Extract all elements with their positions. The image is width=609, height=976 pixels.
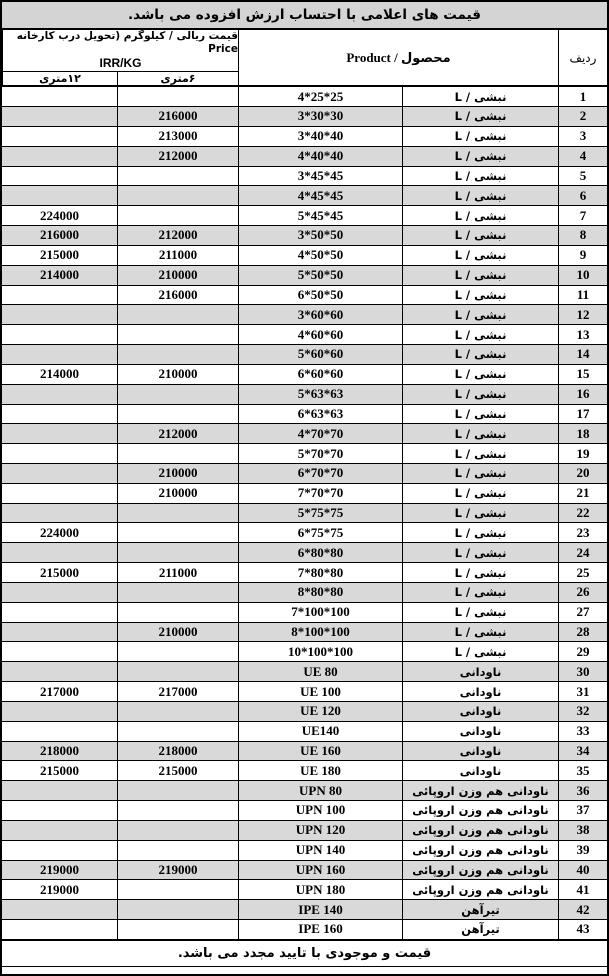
product-type: ناودانی — [402, 742, 558, 761]
header-price-group — [2, 30, 238, 85]
row-number: 13 — [558, 325, 607, 344]
product-type: نبشی / L — [402, 504, 558, 523]
row-number: 10 — [558, 266, 607, 285]
product-type: ناودانی — [402, 761, 558, 780]
table-header — [2, 30, 607, 87]
row-number: 30 — [558, 662, 607, 681]
row-number: 32 — [558, 702, 607, 721]
table-row — [2, 641, 607, 661]
price-12m — [2, 424, 117, 443]
table-row — [2, 304, 607, 324]
product-size: UPN 100 — [238, 801, 402, 820]
product-size: 60*60*4 — [238, 325, 402, 344]
row-number: 22 — [558, 504, 607, 523]
price-6m — [117, 880, 238, 899]
product-type: نبشی / L — [402, 523, 558, 542]
price-12m — [2, 603, 117, 622]
table-row — [2, 701, 607, 721]
product-type: تیرآهن — [402, 900, 558, 919]
price-12m — [2, 662, 117, 681]
price-6m — [117, 722, 238, 741]
product-type: نبشی / L — [402, 365, 558, 384]
row-number: 31 — [558, 682, 607, 701]
row-number: 26 — [558, 583, 607, 602]
product-size: 45*45*4 — [238, 186, 402, 205]
row-number: 41 — [558, 880, 607, 899]
product-type: نبشی / L — [402, 325, 558, 344]
product-size: 75*75*5 — [238, 504, 402, 523]
row-number: 37 — [558, 801, 607, 820]
product-size: UE 80 — [238, 662, 402, 681]
price-6m: 217000 — [117, 682, 238, 701]
product-type: نبشی / L — [402, 305, 558, 324]
row-number: 38 — [558, 821, 607, 840]
price-6m — [117, 405, 238, 424]
price-12m — [2, 900, 117, 919]
price-12m — [2, 286, 117, 305]
table-row — [2, 404, 607, 424]
table-row — [2, 721, 607, 741]
product-type: ناودانی هم وزن اروپائی — [402, 801, 558, 820]
table-row — [2, 879, 607, 899]
price-6m — [117, 900, 238, 919]
product-size: UPN 180 — [238, 880, 402, 899]
price-6m — [117, 345, 238, 364]
product-type: نبشی / L — [402, 603, 558, 622]
table-row — [2, 205, 607, 225]
table-row — [2, 423, 607, 443]
table-row — [2, 146, 607, 166]
table-row — [2, 185, 607, 205]
price-12m — [2, 484, 117, 503]
row-number: 4 — [558, 147, 607, 166]
product-size: 45*45*5 — [238, 206, 402, 225]
product-size: UPN 80 — [238, 781, 402, 800]
product-size: 60*60*5 — [238, 345, 402, 364]
product-size: 60*60*6 — [238, 365, 402, 384]
product-size: UE 160 — [238, 742, 402, 761]
product-size: UPN 120 — [238, 821, 402, 840]
price-6m — [117, 504, 238, 523]
header-row-number: ردیف — [558, 30, 607, 85]
row-number: 42 — [558, 900, 607, 919]
price-12m: 224000 — [40, 207, 79, 223]
product-size: 70*70*5 — [238, 444, 402, 463]
row-number: 6 — [558, 186, 607, 205]
product-type: ناودانی هم وزن اروپائی — [402, 781, 558, 800]
row-number: 34 — [558, 742, 607, 761]
row-number: 36 — [558, 781, 607, 800]
product-type: نبشی / L — [402, 543, 558, 562]
product-type: ناودانی — [402, 662, 558, 681]
row-number: 24 — [558, 543, 607, 562]
price-12m — [2, 722, 117, 741]
price-6m — [117, 781, 238, 800]
price-12m — [2, 345, 117, 364]
row-number: 8 — [558, 226, 607, 245]
product-type: نبشی / L — [402, 87, 558, 106]
price-6m: 218000 — [117, 742, 238, 761]
price-12m — [2, 186, 117, 205]
price-6m — [117, 543, 238, 562]
table-row — [2, 582, 607, 602]
price-6m — [117, 603, 238, 622]
table-row — [2, 225, 607, 245]
header-product: محصول / Product — [238, 30, 558, 85]
product-type: ناودانی هم وزن اروپائی — [402, 821, 558, 840]
header-price-title — [3, 30, 238, 72]
row-number: 11 — [558, 286, 607, 305]
price-6m: 212000 — [117, 147, 238, 166]
product-size: UE140 — [238, 722, 402, 741]
price-12m — [2, 107, 117, 126]
product-size: 100*100*10 — [238, 642, 402, 661]
price-6m — [117, 186, 238, 205]
price-12m — [2, 325, 117, 344]
table-row — [2, 245, 607, 265]
table-row — [2, 126, 607, 146]
table-row — [2, 780, 607, 800]
table-row — [2, 324, 607, 344]
table-row — [2, 562, 607, 582]
product-size: 75*75*6 — [238, 523, 402, 542]
row-number: 25 — [558, 563, 607, 582]
row-number: 21 — [558, 484, 607, 503]
product-type: نبشی / L — [402, 642, 558, 661]
price-6m: 213000 — [117, 127, 238, 146]
price-6m — [117, 523, 238, 542]
product-type: نبشی / L — [402, 583, 558, 602]
row-number: 3 — [558, 127, 607, 146]
price-6m: 210000 — [117, 484, 238, 503]
table-row — [2, 602, 607, 622]
price-12m — [2, 821, 117, 840]
document-footer: قیمت و موجودی با تایید مجدد می باشد. — [2, 939, 607, 966]
product-size: UE 180 — [238, 761, 402, 780]
price-12m — [2, 464, 117, 483]
product-type: ناودانی هم وزن اروپائی — [402, 861, 558, 880]
product-type: ناودانی — [402, 722, 558, 741]
bottom-partial-row — [2, 966, 607, 974]
price-12m — [2, 405, 117, 424]
row-number: 17 — [558, 405, 607, 424]
price-12m: 217000 — [40, 683, 79, 699]
price-6m: 210000 — [117, 365, 238, 384]
price-12m — [2, 444, 117, 463]
product-size: 45*45*3 — [238, 167, 402, 186]
table-row — [2, 820, 607, 840]
product-size: UE 100 — [238, 682, 402, 701]
table-row — [2, 463, 607, 483]
product-size: IPE 160 — [238, 920, 402, 939]
product-type: نبشی / L — [402, 266, 558, 285]
price-12m — [2, 87, 117, 106]
product-size: 100*100*7 — [238, 603, 402, 622]
product-size: 60*60*3 — [238, 305, 402, 324]
row-number: 43 — [558, 920, 607, 939]
price-12m — [2, 801, 117, 820]
table-row — [2, 860, 607, 880]
price-12m: 224000 — [40, 524, 79, 540]
table-row — [2, 483, 607, 503]
table-row — [2, 285, 607, 305]
product-size: UE 120 — [238, 702, 402, 721]
row-number: 39 — [558, 841, 607, 860]
row-number: 5 — [558, 167, 607, 186]
row-number: 16 — [558, 385, 607, 404]
price-6m — [117, 662, 238, 681]
product-type: تیرآهن — [402, 920, 558, 939]
price-12m — [2, 127, 117, 146]
price-12m: 219000 — [40, 881, 79, 897]
product-type: نبشی / L — [402, 464, 558, 483]
table-body — [2, 87, 607, 939]
product-size: IPE 140 — [238, 900, 402, 919]
price-6m — [117, 841, 238, 860]
price-6m: 216000 — [117, 286, 238, 305]
product-size: 40*40*4 — [238, 147, 402, 166]
table-row — [2, 542, 607, 562]
table-row — [2, 800, 607, 820]
document-title: قیمت های اعلامی با احتساب ارزش افزوده می باشد. — [2, 2, 607, 30]
product-size: 80*80*7 — [238, 563, 402, 582]
row-number: 2 — [558, 107, 607, 126]
price-6m: 212000 — [117, 424, 238, 443]
price-6m — [117, 87, 238, 106]
table-row — [2, 661, 607, 681]
table-row — [2, 760, 607, 780]
header-6m-column: ۶متری — [117, 72, 238, 85]
row-number: 20 — [558, 464, 607, 483]
product-type: نبشی / L — [402, 286, 558, 305]
price-12m — [2, 504, 117, 523]
table-row — [2, 522, 607, 542]
product-size: 80*80*6 — [238, 543, 402, 562]
product-size: 63*63*6 — [238, 405, 402, 424]
product-type: نبشی / L — [402, 385, 558, 404]
price-6m — [117, 167, 238, 186]
table-row — [2, 87, 607, 106]
price-12m — [2, 841, 117, 860]
price-6m — [117, 920, 238, 939]
price-6m — [117, 642, 238, 661]
price-12m: 214000 — [40, 366, 79, 382]
price-6m: 216000 — [117, 107, 238, 126]
price-6m — [117, 702, 238, 721]
price-6m: 210000 — [117, 464, 238, 483]
price-6m — [117, 821, 238, 840]
product-size: 50*50*4 — [238, 246, 402, 265]
product-type: نبشی / L — [402, 127, 558, 146]
product-size: UPN 160 — [238, 861, 402, 880]
price-12m — [2, 623, 117, 642]
product-type: ناودانی — [402, 702, 558, 721]
row-number: 23 — [558, 523, 607, 542]
product-type: نبشی / L — [402, 563, 558, 582]
price-6m: 210000 — [117, 623, 238, 642]
product-type: نبشی / L — [402, 345, 558, 364]
row-number: 1 — [558, 87, 607, 106]
product-type: ناودانی هم وزن اروپائی — [402, 880, 558, 899]
price-12m — [2, 702, 117, 721]
table-row — [2, 166, 607, 186]
header-price-subcolumns — [3, 72, 238, 85]
price-12m — [2, 167, 117, 186]
price-12m — [2, 920, 117, 939]
table-row — [2, 265, 607, 285]
product-size: 40*40*3 — [238, 127, 402, 146]
product-type: نبشی / L — [402, 424, 558, 443]
row-number: 7 — [558, 206, 607, 225]
product-size: 50*50*5 — [238, 266, 402, 285]
row-number: 18 — [558, 424, 607, 443]
price-12m: 219000 — [40, 861, 79, 877]
row-number: 40 — [558, 861, 607, 880]
table-row — [2, 899, 607, 919]
price-12m — [2, 642, 117, 661]
product-type: نبشی / L — [402, 623, 558, 642]
price-6m: 210000 — [117, 266, 238, 285]
product-size: 100*100*8 — [238, 623, 402, 642]
table-row — [2, 741, 607, 761]
price-12m: 215000 — [40, 247, 79, 263]
price-6m — [117, 444, 238, 463]
product-type: نبشی / L — [402, 405, 558, 424]
row-number: 28 — [558, 623, 607, 642]
price-6m: 215000 — [117, 761, 238, 780]
price-6m — [117, 801, 238, 820]
price-12m: 215000 — [40, 762, 79, 778]
header-price-label-fa: قیمت ریالی / کیلوگرم (تحویل درب کارخانه Price — [16, 30, 238, 56]
price-12m — [2, 781, 117, 800]
product-size: UPN 140 — [238, 841, 402, 860]
price-12m: 216000 — [40, 227, 79, 243]
product-type: نبشی / L — [402, 186, 558, 205]
product-size: 80*80*8 — [238, 583, 402, 602]
row-number: 29 — [558, 642, 607, 661]
row-number: 33 — [558, 722, 607, 741]
header-price-unit: IRR/KG — [99, 56, 142, 71]
price-12m — [2, 385, 117, 404]
product-size: 50*50*3 — [238, 226, 402, 245]
row-number: 15 — [558, 365, 607, 384]
price-12m — [2, 543, 117, 562]
price-6m — [117, 206, 238, 225]
price-6m: 211000 — [117, 563, 238, 582]
table-row — [2, 344, 607, 364]
product-type: ناودانی هم وزن اروپائی — [402, 841, 558, 860]
price-6m: 219000 — [117, 861, 238, 880]
table-row — [2, 364, 607, 384]
product-type: نبشی / L — [402, 206, 558, 225]
product-size: 70*70*4 — [238, 424, 402, 443]
row-number: 35 — [558, 761, 607, 780]
product-size: 50*50*6 — [238, 286, 402, 305]
row-number: 19 — [558, 444, 607, 463]
row-number: 12 — [558, 305, 607, 324]
table-row — [2, 919, 607, 939]
price-12m: 218000 — [40, 742, 79, 758]
price-6m — [117, 385, 238, 404]
price-12m — [2, 147, 117, 166]
product-type: نبشی / L — [402, 226, 558, 245]
price-12m: 215000 — [40, 564, 79, 580]
table-row — [2, 840, 607, 860]
table-row — [2, 106, 607, 126]
price-6m: 211000 — [117, 246, 238, 265]
table-row — [2, 384, 607, 404]
product-type: نبشی / L — [402, 484, 558, 503]
price-6m: 212000 — [117, 226, 238, 245]
price-12m — [2, 583, 117, 602]
product-type: نبشی / L — [402, 246, 558, 265]
product-type: نبشی / L — [402, 167, 558, 186]
price-12m: 214000 — [40, 267, 79, 283]
product-size: 70*70*6 — [238, 464, 402, 483]
product-type: نبشی / L — [402, 444, 558, 463]
price-12m — [2, 305, 117, 324]
product-size: 63*63*5 — [238, 385, 402, 404]
product-size: 30*30*3 — [238, 107, 402, 126]
header-12m-column: ۱۲متری — [39, 72, 81, 86]
product-type: نبشی / L — [402, 107, 558, 126]
product-size: 25*25*4 — [238, 87, 402, 106]
row-number: 14 — [558, 345, 607, 364]
table-row — [2, 681, 607, 701]
row-number: 27 — [558, 603, 607, 622]
product-type: ناودانی — [402, 682, 558, 701]
table-row — [2, 622, 607, 642]
row-number: 9 — [558, 246, 607, 265]
price-6m — [117, 305, 238, 324]
product-type: نبشی / L — [402, 147, 558, 166]
product-size: 70*70*7 — [238, 484, 402, 503]
table-row — [2, 443, 607, 463]
table-row — [2, 503, 607, 523]
price-6m — [117, 325, 238, 344]
price-6m — [117, 583, 238, 602]
